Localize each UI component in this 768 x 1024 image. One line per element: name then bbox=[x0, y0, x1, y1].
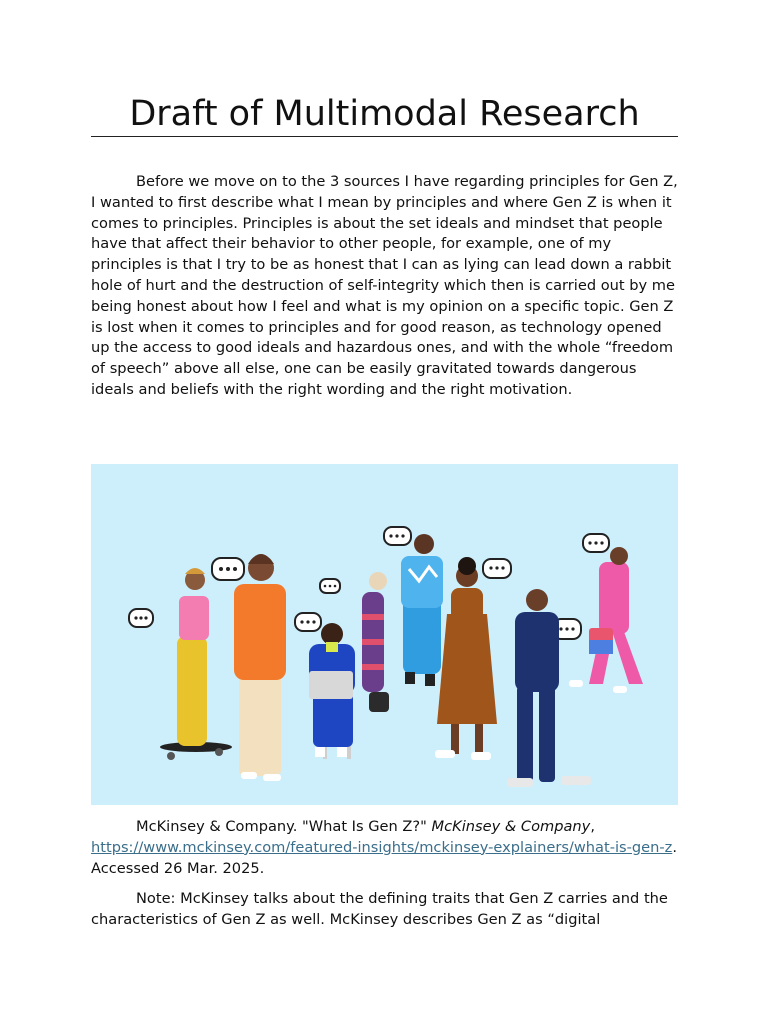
citation-source: McKinsey & Company bbox=[431, 818, 591, 835]
citation-url-link[interactable]: https://www.mckinsey.com/featured-insights/mckinsey-explainers/what-is-gen-z bbox=[91, 838, 673, 856]
person-orange-jacket bbox=[234, 554, 286, 781]
citation-accessed: . Accessed 26 Mar. 2025. bbox=[91, 838, 677, 877]
person-skateboarder bbox=[160, 568, 232, 760]
people-illustration bbox=[91, 464, 678, 805]
mckinsey-citation bbox=[91, 817, 681, 879]
document-title: Draft of Multimodal Research bbox=[129, 94, 640, 134]
person-pink-suit bbox=[569, 547, 643, 693]
person-striped-dress bbox=[362, 572, 389, 712]
gen-z-illustration bbox=[91, 464, 678, 805]
citation-prefix: McKinsey & Company. "What Is Gen Z?" bbox=[136, 818, 432, 835]
person-blue-outfit bbox=[401, 534, 443, 686]
person-brown-dress bbox=[435, 557, 497, 760]
person-navy-suit bbox=[507, 589, 591, 787]
person-seated-laptop bbox=[309, 623, 355, 759]
title-underline bbox=[91, 136, 678, 137]
intro-paragraph: Before we move on to the 3 sources I have regarding principles for Gen Z, I wanted to first describe what I mean by principles and where Gen Z is when it comes to principles. Principles is about the set ideals and mindset that people have that affect their behavior to other people, for example, one of my principles is that I try to be as honest that I can as lying can lead down a rabbit hole of hurt and the destruction of self-integrity which then is carried out by me being honest about how I feel and what is my opinion on a specific topic. Gen Z is lost when it comes to principles and for good reason, as technology opened up the access to good ideals and hazardous ones, and with the whole “freedom of speech” above all else, one can be easily gravitated towards dangerous ideals and beliefs with the right wording and the right motivation. bbox=[91, 173, 678, 398]
note-paragraph: Note: McKinsey talks about the defining traits that Gen Z carries and the characteristics of Gen Z as well. McKinsey describes Gen Z as “digital bbox=[91, 890, 668, 928]
citation-comma: , bbox=[590, 818, 595, 835]
